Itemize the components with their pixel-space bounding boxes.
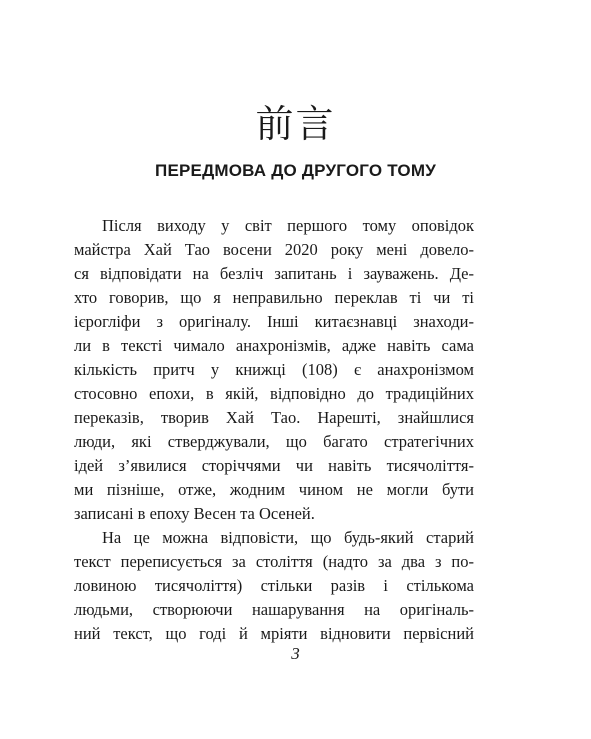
text-line: кількість притч у книжці (108) є анахронізмом [74, 360, 474, 379]
text-line: ся відповідати на безліч запитань і зауважень. Де- [74, 264, 474, 283]
text-line: текст переписується за століття (надто за два з по- [74, 552, 474, 571]
body-text [74, 214, 474, 646]
text-line: ідей з’явилися сторіччями чи навіть тисячоліття- [74, 456, 474, 475]
text-line: стосовно епохи, в якій, відповідно до традиційних [74, 384, 474, 403]
chinese-title: 前言 [255, 102, 336, 146]
text-line: майстра Хай Тао восени 2020 року мені довело- [74, 240, 474, 259]
page-number: 3 [291, 644, 300, 663]
text-line: переказів, творив Хай Тао. Нарешті, знайшлися [74, 408, 474, 427]
text-line: записані в епоху Весен та Осеней. [74, 504, 315, 523]
text-line: люди, які стверджували, що багато стратегічних [74, 432, 474, 451]
text-line: Після виходу у світ першого тому оповідок [102, 216, 474, 235]
text-line: ний текст, що годі й мріяти відновити первісний [74, 624, 474, 643]
text-line: ієрогліфи з оригіналу. Інші китаєзнавці знаходи- [74, 312, 474, 331]
text-line: ми пізніше, отже, жодним чином не могли бути [74, 480, 474, 499]
text-line: ловиною тисячоліття) стільки разів і стількома [74, 576, 474, 595]
text-line: ли в тексті чимало анахронізмів, адже навіть сама [74, 336, 474, 355]
chapter-subtitle: ПЕРЕДМОВА ДО ДРУГОГО ТОМУ [155, 161, 436, 180]
text-line: На це можна відповісти, що будь-який старий [102, 528, 474, 547]
text-line: хто говорив, що я неправильно переклав ті чи ті [74, 288, 474, 307]
text-line: людьми, створюючи нашарування на оригіналь- [74, 600, 474, 619]
